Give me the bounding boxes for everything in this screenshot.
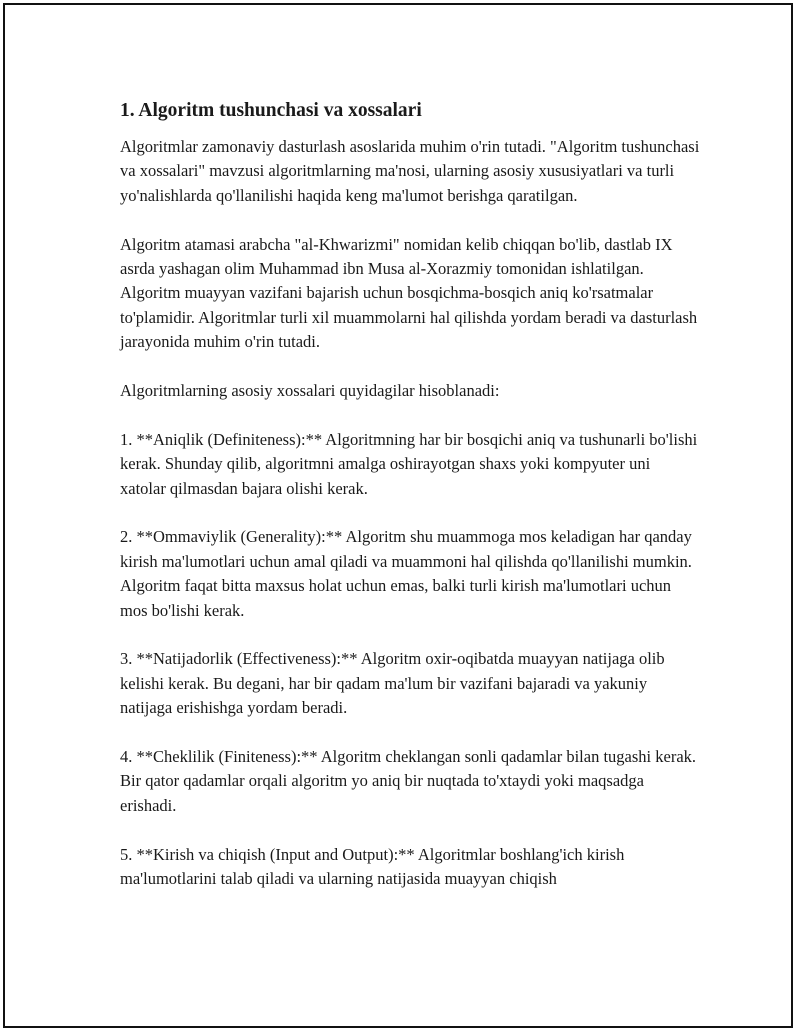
list-item-finiteness: 4. **Cheklilik (Finiteness):** Algoritm cheklangan sonli qadamlar bilan tugashi kerak. Bir qator qadamlar orqali algoritm yo aniq bir nuqtada to'xtaydi yoki maqsadga erishadi. [120,747,697,815]
document-heading: 1. Algoritm tushunchasi va xossalari [120,100,422,121]
document-body [120,99,700,916]
paragraph-intro: Algoritmlar zamonaviy dasturlash asoslarida muhim o'rin tutadi. "Algoritm tushunchasi va xossalari" mavzusi algoritmlarning ma'nosi, ularning asosiy xususiyatlari va turli yo'nalishlarda qo'llanilishi haqida keng ma'lumot berishga qaratilgan. [120,137,700,205]
list-item-generality: 2. **Ommaviylik (Generality):** Algoritm shu muammoga mos keladigan har qanday kirish ma'lumotlari uchun amal qiladi va muammoni hal qilishda qo'llanilishi mumkin. Algoritm faqat bitta maxsus holat uchun emas, balki turli kirish ma'lumotlari uchun mos bo'lishi kerak. [120,527,692,620]
document-page [3,3,793,1028]
paragraph-etymology: Algoritm atamasi arabcha "al-Khwarizmi" nomidan kelib chiqqan bo'lib, dastlab IX asrda yashagan olim Muhammad ibn Musa al-Xorazmiy tomonidan ishlatilgan. Algoritm muayyan vazifani bajarish uchun bosqichma-bosqich aniq ko'rsatmalar to'plamidir. Algoritmlar turli xil muammolarni hal qilishda yordam beradi va dasturlash jarayonida muhim o'rin tutadi. [120,234,698,352]
list-item-effectiveness: 3. **Natijadorlik (Effectiveness):** Algoritm oxir-oqibatda muayyan natijaga olib kelishi kerak. Bu degani, har bir qadam ma'lum bir vazifani bajaradi va yakuniy natijaga erishishga yordam beradi. [120,649,665,718]
paragraph-properties-intro: Algoritmlarning asosiy xossalari quyidagilar hisoblanadi: [120,381,500,401]
list-item-input-output: 5. **Kirish va chiqish (Input and Output):** Algoritmlar boshlang'ich kirish ma'lumotlarini talab qiladi va ularning natijasida muayyan chiqish [120,844,625,889]
list-item-definiteness: 1. **Aniqlik (Definiteness):** Algoritmning har bir bosqichi aniq va tushunarli bo'lishi kerak. Shunday qilib, algoritmni amalga oshirayotgan shaxs yoki kompyuter uni xatolar qilmasdan bajara olishi kerak. [120,429,698,498]
